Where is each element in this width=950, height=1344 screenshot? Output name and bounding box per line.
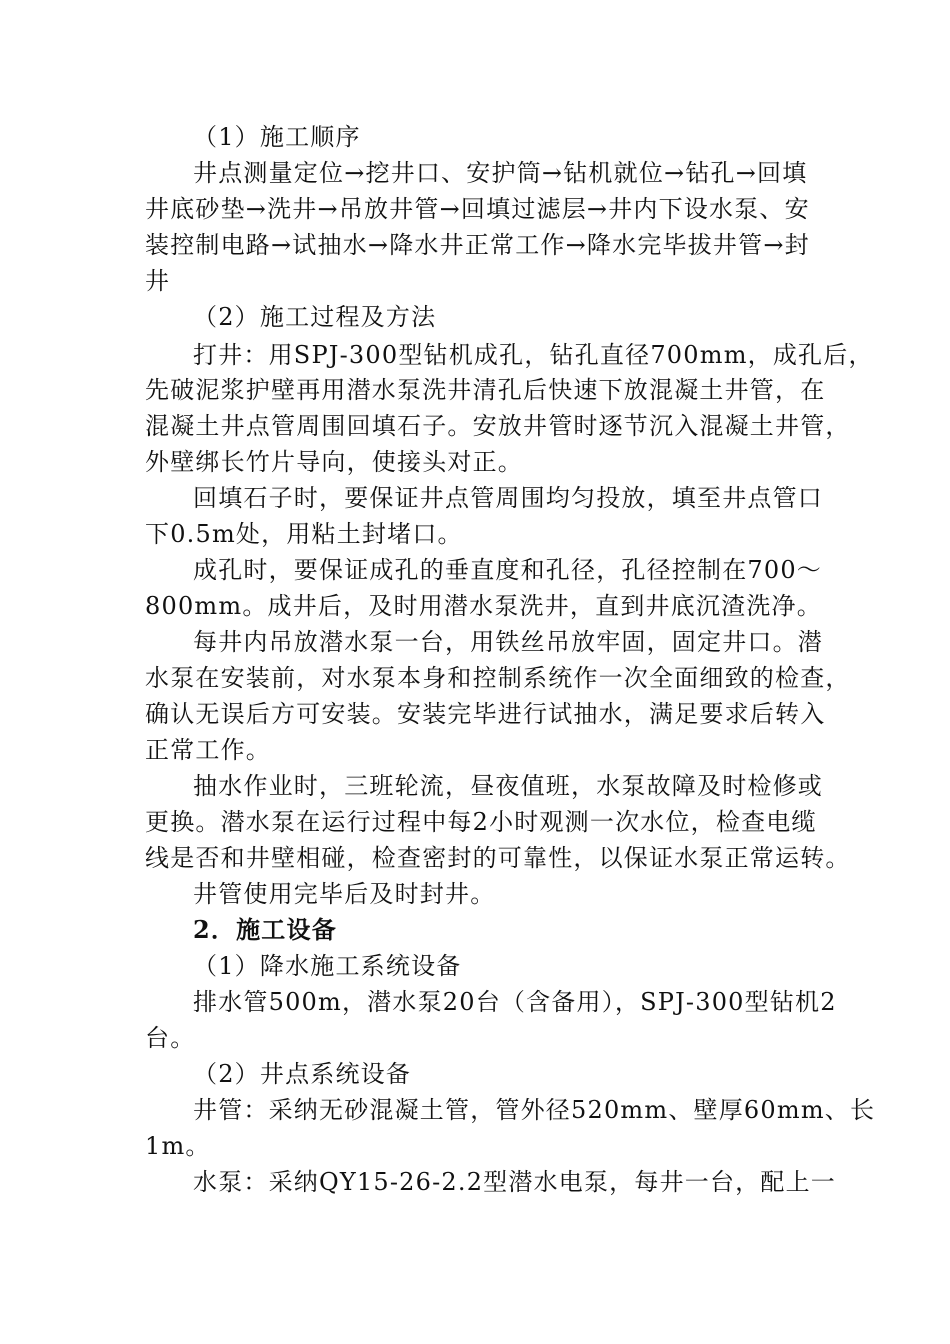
paragraph-line: 混凝土井点管周围回填石子。安放井管时逐节沉入混凝土井管， — [145, 412, 851, 440]
paragraph-line: 装控制电路→试抽水→降水井正常工作→降水完毕拔井管→封 — [145, 231, 810, 259]
paragraph-line: 水泵在安装前，对水泵本身和控制系统作一次全面细致的检查， — [145, 664, 851, 692]
paragraph-line: 水泵：采纳QY15-26-2.2型潜水电泵，每井一台，配上一 — [193, 1168, 836, 1196]
paragraph-line: 井 — [145, 267, 171, 295]
paragraph-line: 每井内吊放潜水泵一台，用铁丝吊放牢固，固定井口。潜 — [193, 628, 823, 656]
subheading-wellpoint-equipment: （2）井点系统设备 — [193, 1060, 412, 1088]
paragraph-line: 正常工作。 — [145, 736, 271, 764]
paragraph-line: 确认无误后方可安装。安装完毕进行试抽水，满足要求后转入 — [145, 700, 826, 728]
paragraph-line: 线是否和井壁相碰，检查密封的可靠性，以保证水泵正常运转。 — [145, 844, 851, 872]
subheading-dewatering-equipment: （1）降水施工系统设备 — [193, 952, 462, 980]
paragraph-line: 井底砂垫→洗井→吊放井管→回填过滤层→井内下设水泵、安 — [145, 195, 810, 223]
subheading-construction-process: （2）施工过程及方法 — [193, 303, 437, 331]
paragraph-line: 外壁绑长竹片导向，使接头对正。 — [145, 448, 523, 476]
paragraph-line: 1m。 — [145, 1132, 211, 1160]
subheading-construction-sequence: （1）施工顺序 — [193, 123, 361, 151]
paragraph-line: 先破泥浆护壁再用潜水泵洗井清孔后快速下放混凝土井管，在 — [145, 376, 826, 404]
paragraph-line: 井点测量定位→挖井口、安护筒→钻机就位→钻孔→回填 — [193, 159, 808, 187]
paragraph-line: 800mm。成井后，及时用潜水泵洗井，直到井底沉渣洗净。 — [145, 592, 822, 620]
paragraph-line: 抽水作业时，三班轮流，昼夜值班，水泵故障及时检修或 — [193, 772, 823, 800]
paragraph-line: 台。 — [145, 1024, 196, 1052]
paragraph-line: 打井：用SPJ-300型钻机成孔，钻孔直径700mm，成孔后， — [193, 341, 874, 369]
section-heading-equipment: 2．施工设备 — [193, 915, 337, 944]
paragraph-line: 成孔时，要保证成孔的垂直度和孔径，孔径控制在700～ — [193, 556, 823, 584]
paragraph-line: 井管使用完毕后及时封井。 — [193, 880, 496, 908]
paragraph-line: 更换。潜水泵在运行过程中每2小时观测一次水位，检查电缆 — [145, 808, 817, 836]
paragraph-line: 回填石子时，要保证井点管周围均匀投放，填至井点管口 — [193, 484, 823, 512]
paragraph-line: 下0.5m处，用粘土封堵口。 — [145, 520, 463, 548]
paragraph-line: 井管：采纳无砂混凝土管，管外径520mm、壁厚60mm、长 — [193, 1096, 876, 1124]
paragraph-line: 排水管500m，潜水泵20台（含备用），SPJ-300型钻机2 — [193, 988, 837, 1016]
